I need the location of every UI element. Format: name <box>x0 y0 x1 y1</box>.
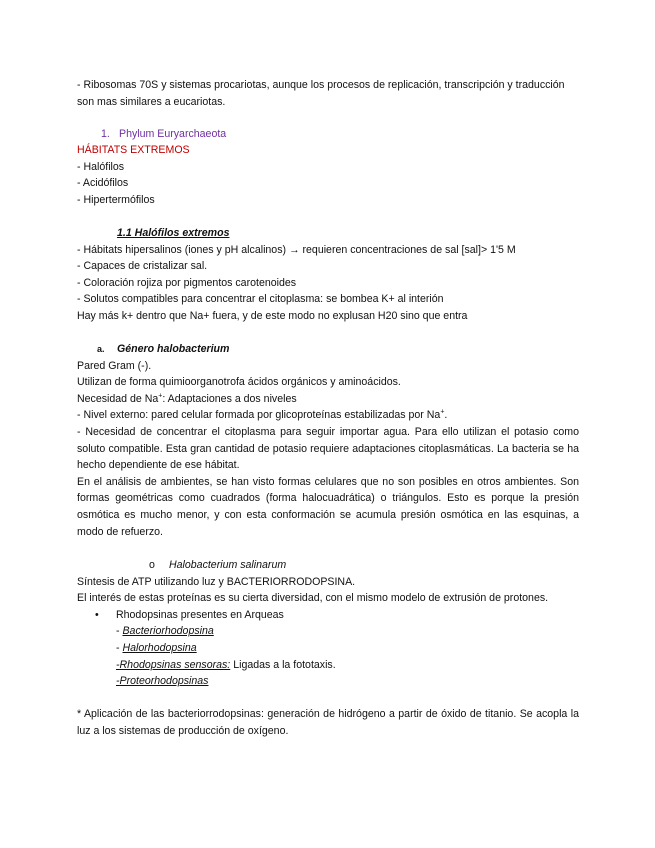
genero-text: . <box>444 409 448 422</box>
salinarum-heading: Halobacterium salinarum <box>169 559 287 571</box>
sub-item-name: Bacteriorhodopsina <box>122 625 214 638</box>
genero-paragraph: - Necesidad de concentrar el citoplasma para seguir importar agua. Para ello utilizan el potasio como soluto compatible. Esta gran cantidad de potasio requiere adaptaciones citoplasmáticas. La bacteria se ha hecho dependiente de ese hábitat. <box>77 425 579 472</box>
genero-paragraph: En el análisis de ambientes, se han visto formas celulares que no son posibles en otros ambientes. Son formas geométricas como cuadrados (forma halocuadrática) o triángulos. Esto es porque la presión osmótica es mucho menor, y con esta conformación se acumula presión osmótica en las esquinas, a modo de refuerzo. <box>77 475 579 538</box>
genero-text: : Adaptaciones a dos niveles <box>162 392 297 405</box>
sub-item-prefix: - <box>116 641 123 654</box>
rhodopsin-bullet <box>77 607 579 624</box>
salinarum-marker: o <box>149 559 155 571</box>
halofilos-section <box>77 225 579 325</box>
genero-text: - Nivel externo: pared celular formada por glicoproteínas estabilizadas por Na <box>77 409 441 422</box>
note-section <box>77 706 579 739</box>
phylum-heading <box>77 126 579 143</box>
intro-paragraph <box>77 77 579 110</box>
rhodopsin-sub-item <box>77 623 579 640</box>
genero-line <box>77 391 579 408</box>
habitats-section <box>77 142 579 208</box>
salinarum-section <box>77 557 579 690</box>
habitat-item: - Hipertermófilos <box>77 193 155 206</box>
rhodopsin-sub-item <box>77 640 579 657</box>
intro-line: son mas similares a eucariotas. <box>77 95 226 108</box>
halofilos-line: - Coloración rojiza por pigmentos carotenoides <box>77 276 297 289</box>
habitat-item: - Halófilos <box>77 160 125 173</box>
genero-line: Pared Gram (-). <box>77 359 152 372</box>
halofilos-line: Hay más k+ dentro que Na+ fuera, y de este modo no explusan H20 sino que entra <box>77 309 468 322</box>
intro-line: - Ribosomas 70S y sistemas procariotas, aunque los procesos de replicación, transcripción y traducción <box>77 79 565 91</box>
habitats-heading: HÁBITATS EXTREMOS <box>77 144 190 156</box>
sub-item-name: Proteorhodopsinas <box>119 675 209 688</box>
phylum-title: Phylum Euryarchaeota <box>119 128 227 140</box>
halofilos-line: - Hábitats hipersalinos (iones y pH alcalinos) → requieren concentraciones de sal [sal]> 1'5 M <box>77 243 516 256</box>
superscript: + <box>440 408 445 416</box>
note-paragraph: * Aplicación de las bacteriorrodopsinas: generación de hidrógeno a partir de óxido de titanio. Se acopla la luz a los sistemas de producción de oxígeno. <box>77 708 579 737</box>
salinarum-line: Síntesis de ATP utilizando luz y BACTERIORRODOPSINA. <box>77 575 356 588</box>
rhodopsin-sub-item <box>77 657 579 674</box>
sub-item-name: Halorhodopsina <box>122 641 197 654</box>
bullet-icon: • <box>95 608 99 621</box>
halofilos-heading: 1.1 Halófilos extremos <box>117 227 230 239</box>
bullet-text: Rhodopsinas presentes en Arqueas <box>116 608 284 621</box>
sub-item-prefix: - <box>116 658 120 671</box>
sub-item-prefix: - <box>116 675 120 688</box>
halofilos-line: - Capaces de cristalizar sal. <box>77 260 208 273</box>
genero-line: Utilizan de forma quimioorganotrofa ácidos orgánicos y aminoácidos. <box>77 376 401 389</box>
sub-item-name: Rhodopsinas sensoras: <box>119 658 231 671</box>
genero-marker: a. <box>97 344 105 354</box>
superscript: + <box>158 392 163 400</box>
phylum-number: 1. <box>101 128 110 140</box>
genero-line <box>77 407 579 424</box>
salinarum-line: El interés de estas proteínas es su cierta diversidad, con el mismo modelo de extrusión de protones. <box>77 592 549 605</box>
genero-section <box>77 341 579 540</box>
genero-heading: Género halobacterium <box>117 343 230 355</box>
sub-item-suffix: Ligadas a la fototaxis. <box>230 658 336 671</box>
sub-item-prefix: - <box>116 625 123 638</box>
rhodopsin-sub-item <box>77 673 579 690</box>
genero-text: Necesidad de Na <box>77 392 159 405</box>
halofilos-line: - Solutos compatibles para concentrar el citoplasma: se bombea K+ al interión <box>77 293 444 306</box>
habitat-item: - Acidófilos <box>77 177 129 190</box>
